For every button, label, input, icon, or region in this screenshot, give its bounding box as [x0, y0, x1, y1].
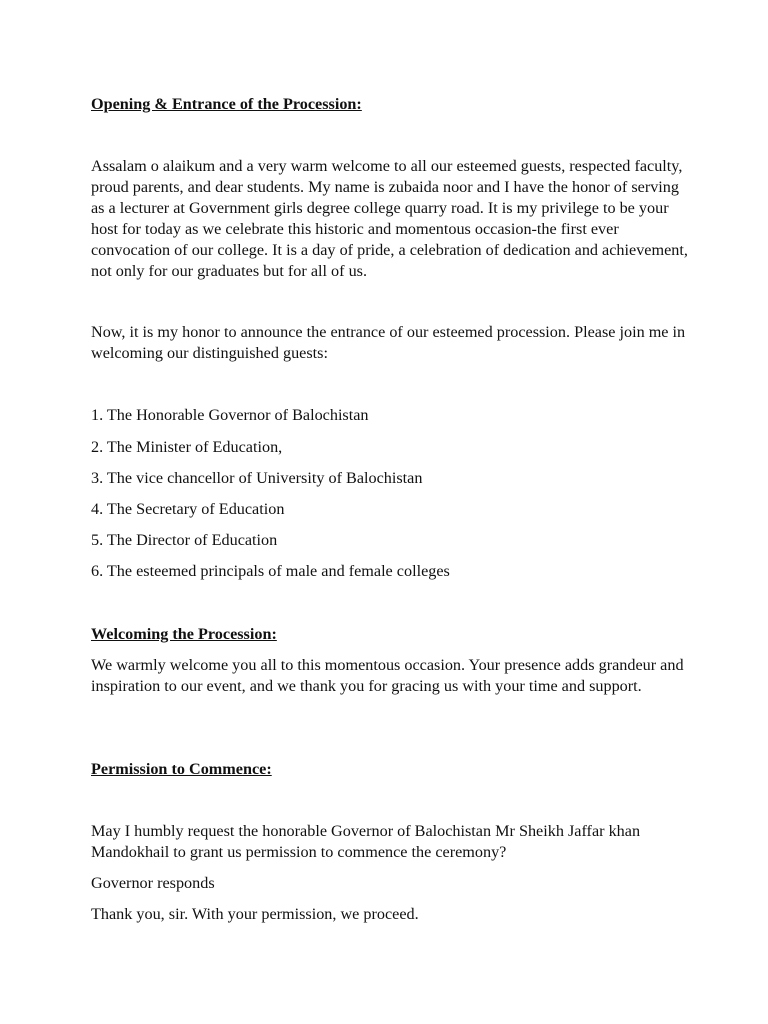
welcoming-heading: Welcoming the Procession: [91, 625, 277, 643]
guest-item-2: 2. The Minister of Education, [91, 438, 283, 456]
governor-response: Governor responds [91, 874, 215, 892]
guest-item-6: 6. The esteemed principals of male and female colleges [91, 562, 450, 580]
announce-paragraph: Now, it is my honor to announce the entrance of our esteemed procession. Please join me in welcoming our distinguished guests: [91, 323, 686, 362]
guest-item-5: 5. The Director of Education [91, 531, 278, 549]
permission-heading: Permission to Commence: [91, 760, 272, 778]
guest-item-3: 3. The vice chancellor of University of Balochistan [91, 469, 423, 487]
thanks-line: Thank you, sir. With your permission, we proceed. [91, 905, 419, 923]
opening-heading: Opening & Entrance of the Procession: [91, 95, 362, 113]
permission-request: May I humbly request the honorable Governor of Balochistan Mr Sheikh Jaffar khan Mandokhail to grant us permission to commence the ceremony? [91, 822, 641, 861]
welcoming-paragraph: We warmly welcome you all to this momentous occasion. Your presence adds grandeur and inspiration to our event, and we thank you for gracing us with your time and support. [91, 656, 684, 695]
welcome-paragraph: Assalam o alaikum and a very warm welcome to all our esteemed guests, respected faculty, proud parents, and dear students. My name is zubaida noor and I have the honor of serving as a lecturer at Government girls degree college quarry road. It is my privilege to be your host for today as we celebrate this historic and momentous occasion-the first ever convocation of our college. It is a day of pride, a celebration of dedication and achievement, not only for our graduates but for all of us. [91, 157, 688, 280]
guest-item-4: 4. The Secretary of Education [91, 500, 285, 518]
guest-item-1: 1. The Honorable Governor of Balochistan [91, 406, 369, 424]
